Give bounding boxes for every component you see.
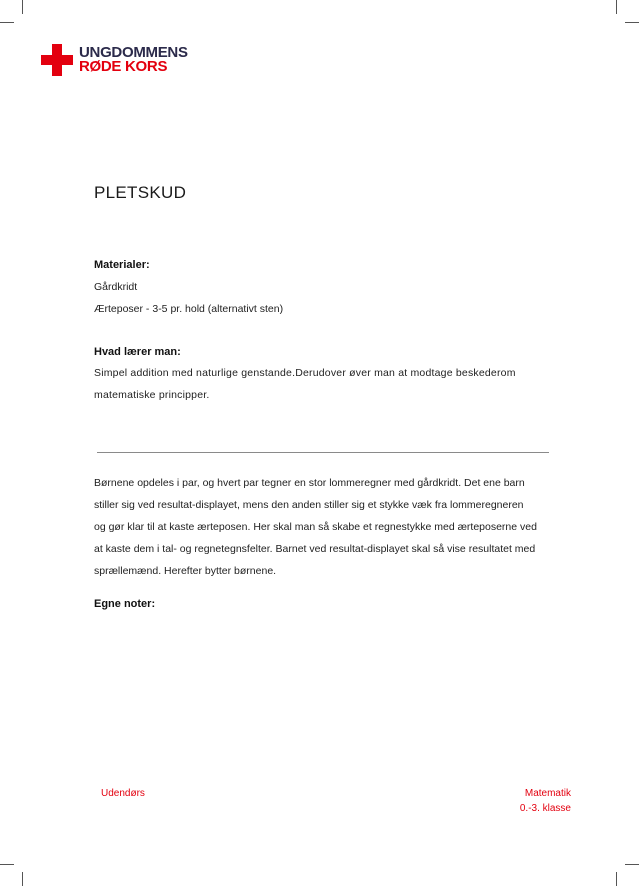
crop-mark (625, 22, 639, 23)
crop-mark (616, 872, 617, 886)
learn-line: matematiske principper. (94, 389, 210, 401)
description-line: stiller sig ved resultat-displayet, mens den anden stiller sig et stykke væk fra lommeregneren (94, 499, 524, 511)
crop-mark (0, 22, 14, 23)
footer-grade: 0.-3. klasse (519, 803, 571, 814)
notes-heading: Egne noter: (94, 598, 156, 610)
description-line: sprællemænd. Herefter bytter børnene. (94, 565, 277, 577)
footer-subject: Matematik (524, 788, 571, 799)
materials-item: Ærteposer - 3-5 pr. hold (alternativt sten) (94, 303, 284, 315)
learn-heading: Hvad lærer man: (94, 346, 181, 358)
logo-text (79, 46, 188, 74)
crop-mark (0, 864, 14, 865)
logo-line-1: UNGDOMMENS (79, 44, 188, 61)
materials-item: Gårdkridt (94, 281, 138, 293)
description-line: at kaste dem i tal- og regnetegnsfelter. Barnet ved resultat-displayet skal så vise resultatet med (94, 543, 536, 555)
materials-heading: Materialer: (94, 259, 150, 271)
crop-mark (625, 864, 639, 865)
logo (41, 44, 188, 76)
description (94, 472, 572, 582)
description-line: og gør klar til at kaste ærteposen. Her skal man så skabe et regnestykke med ærteposerne ved (94, 521, 537, 533)
learn-text (94, 362, 572, 406)
logo-line-2: RØDE KORS (79, 58, 168, 75)
crop-mark (22, 0, 23, 14)
crop-mark (616, 0, 617, 14)
red-cross-icon (41, 44, 73, 76)
footer-category: Udendørs (101, 788, 145, 799)
description-line: Børnene opdeles i par, og hvert par tegner en stor lommeregner med gårdkridt. Det ene barn (94, 477, 525, 489)
crop-mark (22, 872, 23, 886)
page-title: PLETSKUD (94, 183, 187, 202)
learn-line: Simpel addition med naturlige genstande.Derudover øver man at modtage beskederom (94, 367, 516, 379)
divider (97, 452, 549, 453)
